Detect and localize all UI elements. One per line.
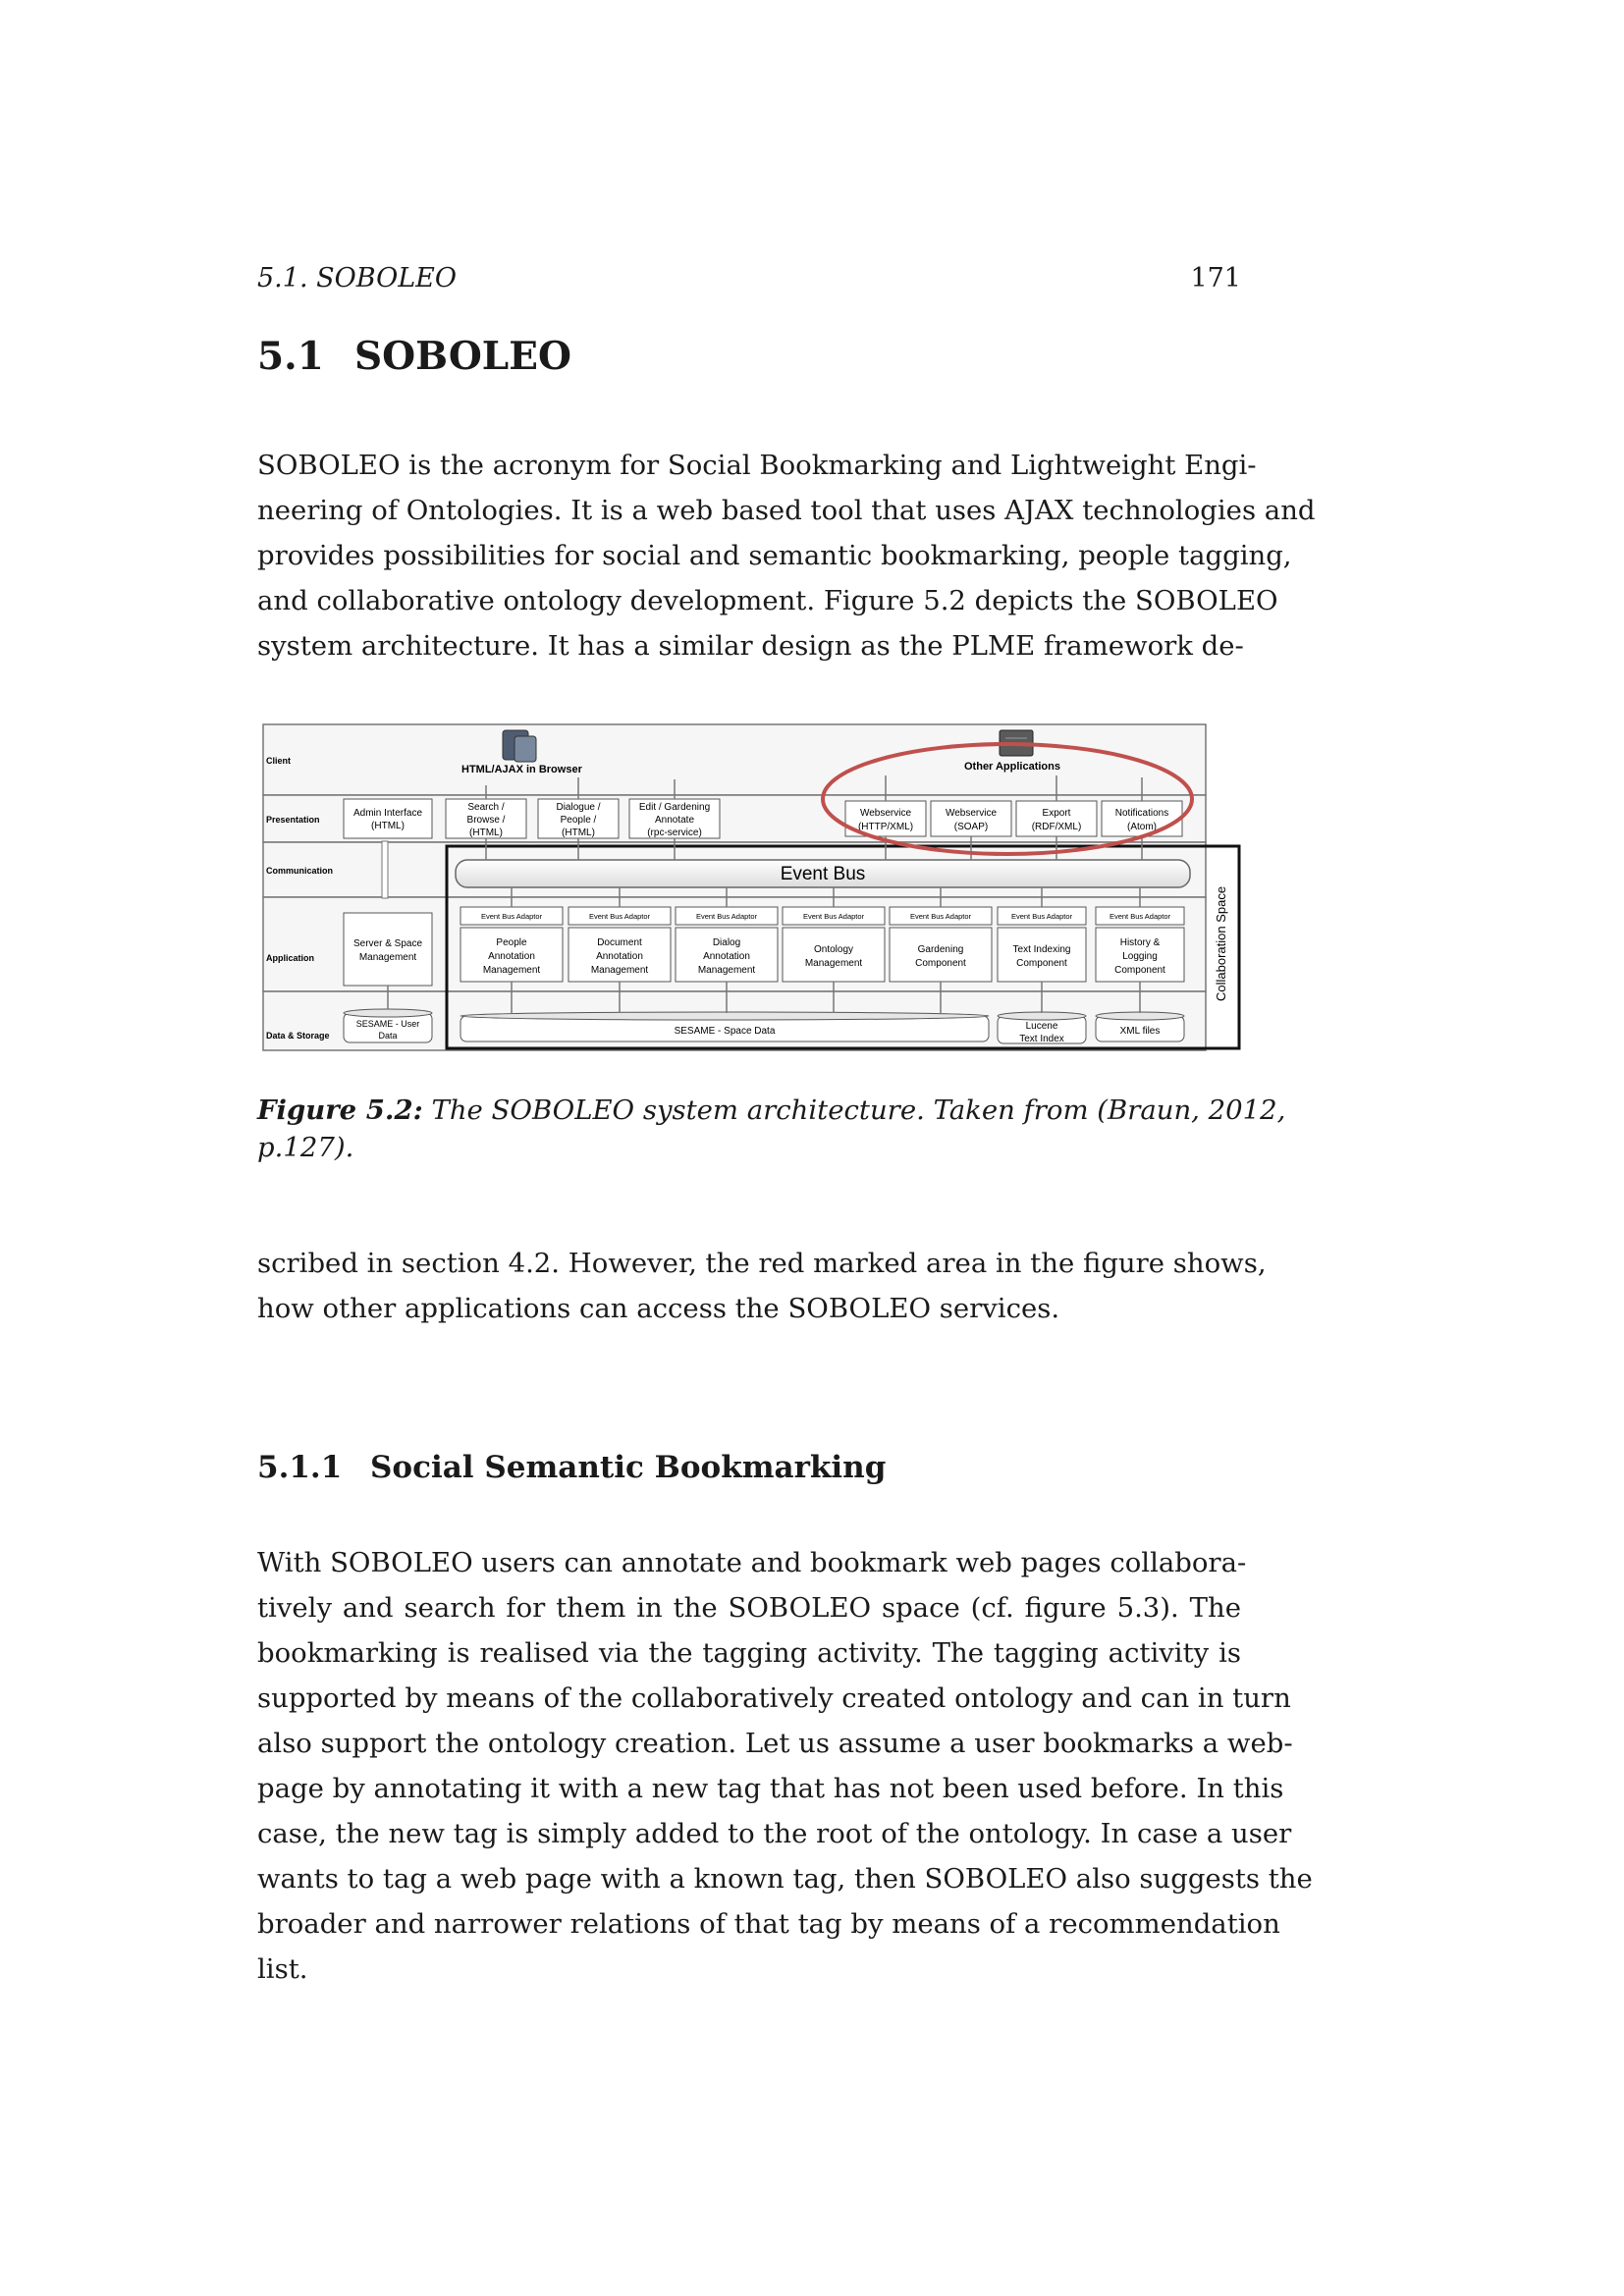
svg-text:Annotation: Annotation (488, 951, 535, 962)
caption-line: p.127). (257, 1132, 354, 1163)
svg-text:Logging: Logging (1122, 951, 1158, 962)
svg-text:Edit / Gardening: Edit / Gardening (638, 802, 711, 813)
svg-text:Annotation: Annotation (596, 951, 643, 962)
text-line: page by annotating it with a new tag that has not been used before. In this (257, 1773, 1284, 1804)
text-line: neering of Ontologies. It is a web based tool that uses AJAX technologies and (257, 495, 1316, 526)
svg-text:(HTML): (HTML) (469, 828, 503, 838)
svg-text:Admin Interface: Admin Interface (352, 808, 423, 819)
presentation-export (1016, 801, 1097, 836)
svg-text:(HTML): (HTML) (371, 821, 405, 831)
row-label-presentation: Presentation (266, 815, 320, 825)
text-line: provides possibilities for social and semantic bookmarking, people tagging, (257, 540, 1292, 571)
svg-text:Management: Management (697, 965, 756, 976)
event-bus-adaptor: Event Bus Adaptor (588, 912, 651, 921)
svg-text:Lucene: Lucene (1025, 1021, 1058, 1032)
svg-text:People /: People / (560, 815, 597, 826)
caption-text: The SOBOLEO system architecture. Taken from (Braun, 2012, (422, 1095, 1286, 1126)
collaboration-space-label: Collaboration Space (1214, 885, 1228, 1001)
presentation-notifications (1102, 801, 1182, 836)
svg-text:Text Indexing: Text Indexing (1012, 944, 1071, 955)
event-bus-adaptor: Event Bus Adaptor (909, 912, 972, 921)
event-bus-adaptor: Event Bus Adaptor (802, 912, 865, 921)
svg-text:(RDF/XML): (RDF/XML) (1031, 822, 1082, 832)
event-bus-label: Event Bus (780, 864, 866, 884)
svg-text:(Atom): (Atom) (1127, 822, 1157, 832)
storage-user-data (344, 1009, 432, 1042)
svg-text:SESAME - User: SESAME - User (355, 1019, 420, 1029)
presentation-webservice-soap (931, 801, 1011, 836)
svg-text:Dialogue /: Dialogue / (556, 802, 601, 813)
svg-text:SESAME - Space Data: SESAME - Space Data (674, 1026, 776, 1037)
text-line: bookmarking is realised via the tagging activity. The tagging activity is (257, 1637, 1241, 1669)
architecture-figure (259, 717, 1241, 1070)
architecture-diagram (259, 717, 1241, 1070)
caption-label: Figure 5.2: (257, 1095, 423, 1126)
after-figure-paragraph (257, 1241, 1267, 1331)
row-label-data-storage: Data & Storage (266, 1031, 330, 1041)
svg-text:People: People (496, 937, 527, 948)
section-title: SOBOLEO (354, 334, 571, 379)
svg-text:History &: History & (1119, 937, 1161, 948)
text-line: wants to tag a web page with a known tag, then SOBOLEO also suggests the (257, 1863, 1313, 1895)
figure-caption (257, 1092, 1286, 1166)
event-bus-adaptor: Event Bus Adaptor (695, 912, 758, 921)
running-header-section: 5.1. SOBOLEO (257, 263, 457, 294)
row-label-communication: Communication (266, 866, 334, 876)
app-text-indexing (998, 928, 1086, 982)
subsection-title: Social Semantic Bookmarking (370, 1450, 887, 1485)
caption-line (257, 1092, 1286, 1129)
svg-text:(HTML): (HTML) (562, 828, 595, 838)
svg-text:Component: Component (915, 958, 966, 969)
text-line: With SOBOLEO users can annotate and bookmark web pages collabora- (257, 1547, 1247, 1578)
app-document-annotation (568, 928, 671, 982)
app-ontology-management (783, 928, 885, 982)
text-line: case, the new tag is simply added to the root of the ontology. In case a user (257, 1818, 1292, 1849)
svg-text:Server & Space: Server & Space (352, 938, 423, 949)
text-line: SOBOLEO is the acronym for Social Bookmarking and Lightweight Engi- (257, 450, 1257, 481)
svg-text:Component: Component (1016, 958, 1067, 969)
text-line: how other applications can access the SOBOLEO services. (257, 1293, 1060, 1324)
event-bus-adaptor: Event Bus Adaptor (1010, 912, 1073, 921)
svg-text:Webservice: Webservice (945, 808, 998, 819)
app-server-space (344, 913, 432, 986)
text-line: also support the ontology creation. Let us assume a user bookmarks a web- (257, 1728, 1293, 1759)
html-ajax-label: HTML/AJAX in Browser (461, 764, 582, 775)
svg-text:(rpc-service): (rpc-service) (647, 828, 702, 838)
app-dialog-annotation (676, 928, 778, 982)
svg-text:Webservice: Webservice (859, 808, 912, 819)
svg-text:Search /: Search / (467, 802, 505, 813)
svg-text:Data: Data (378, 1031, 398, 1041)
running-header (257, 263, 1241, 294)
svg-text:Annotation: Annotation (703, 951, 750, 962)
app-gardening-component (890, 928, 992, 982)
svg-text:Management: Management (804, 958, 863, 969)
subsection-heading (257, 1450, 886, 1485)
storage-space-data (460, 1012, 989, 1041)
svg-text:Notifications: Notifications (1114, 808, 1169, 819)
section-number: 5.1 (257, 334, 324, 379)
storage-xml (1096, 1012, 1184, 1041)
row-label-client: Client (266, 756, 292, 766)
svg-text:Document: Document (597, 937, 642, 948)
svg-text:XML files: XML files (1119, 1026, 1161, 1037)
subsection-number: 5.1.1 (257, 1450, 343, 1485)
presentation-edit (629, 799, 720, 838)
text-line: scribed in section 4.2. However, the red marked area in the figure shows, (257, 1248, 1267, 1279)
event-bus-adaptor: Event Bus Adaptor (1109, 912, 1171, 921)
presentation-search (446, 799, 526, 838)
app-history-logging (1096, 928, 1184, 982)
app-people-annotation (460, 928, 563, 982)
svg-text:(SOAP): (SOAP) (953, 822, 989, 832)
svg-text:Ontology: Ontology (813, 944, 854, 955)
text-line: list. (257, 1953, 308, 1985)
page-number: 171 (1190, 263, 1241, 294)
svg-text:Management: Management (358, 952, 417, 963)
svg-text:Dialog: Dialog (712, 937, 741, 948)
text-line: tively and search for them in the SOBOLEO space (cf. figure 5.3). The (257, 1592, 1241, 1624)
svg-text:Gardening: Gardening (917, 944, 964, 955)
other-applications-label: Other Applications (964, 761, 1060, 773)
svg-text:Text Index: Text Index (1019, 1034, 1064, 1044)
svg-text:Browse /: Browse / (466, 815, 506, 826)
svg-text:Management: Management (482, 965, 541, 976)
section-heading (257, 334, 571, 379)
presentation-admin (344, 799, 432, 838)
svg-text:Management: Management (590, 965, 649, 976)
svg-text:(HTTP/XML): (HTTP/XML) (857, 822, 914, 832)
presentation-dialogue (538, 799, 619, 838)
intro-paragraph (257, 443, 1316, 668)
text-line: broader and narrower relations of that tag by means of a recommendation (257, 1908, 1280, 1940)
storage-lucene (998, 1012, 1086, 1044)
row-label-application: Application (266, 953, 314, 963)
svg-text:Annotate: Annotate (654, 815, 695, 826)
event-bus-adaptor: Event Bus Adaptor (480, 912, 543, 921)
text-line: system architecture. It has a similar design as the PLME framework de- (257, 630, 1244, 662)
text-line: supported by means of the collaboratively created ontology and can in turn (257, 1682, 1291, 1714)
svg-text:Component: Component (1114, 965, 1165, 976)
svg-text:Export: Export (1042, 808, 1071, 819)
text-line: and collaborative ontology development. Figure 5.2 depicts the SOBOLEO (257, 585, 1278, 616)
bookmarking-paragraph (257, 1540, 1313, 1992)
